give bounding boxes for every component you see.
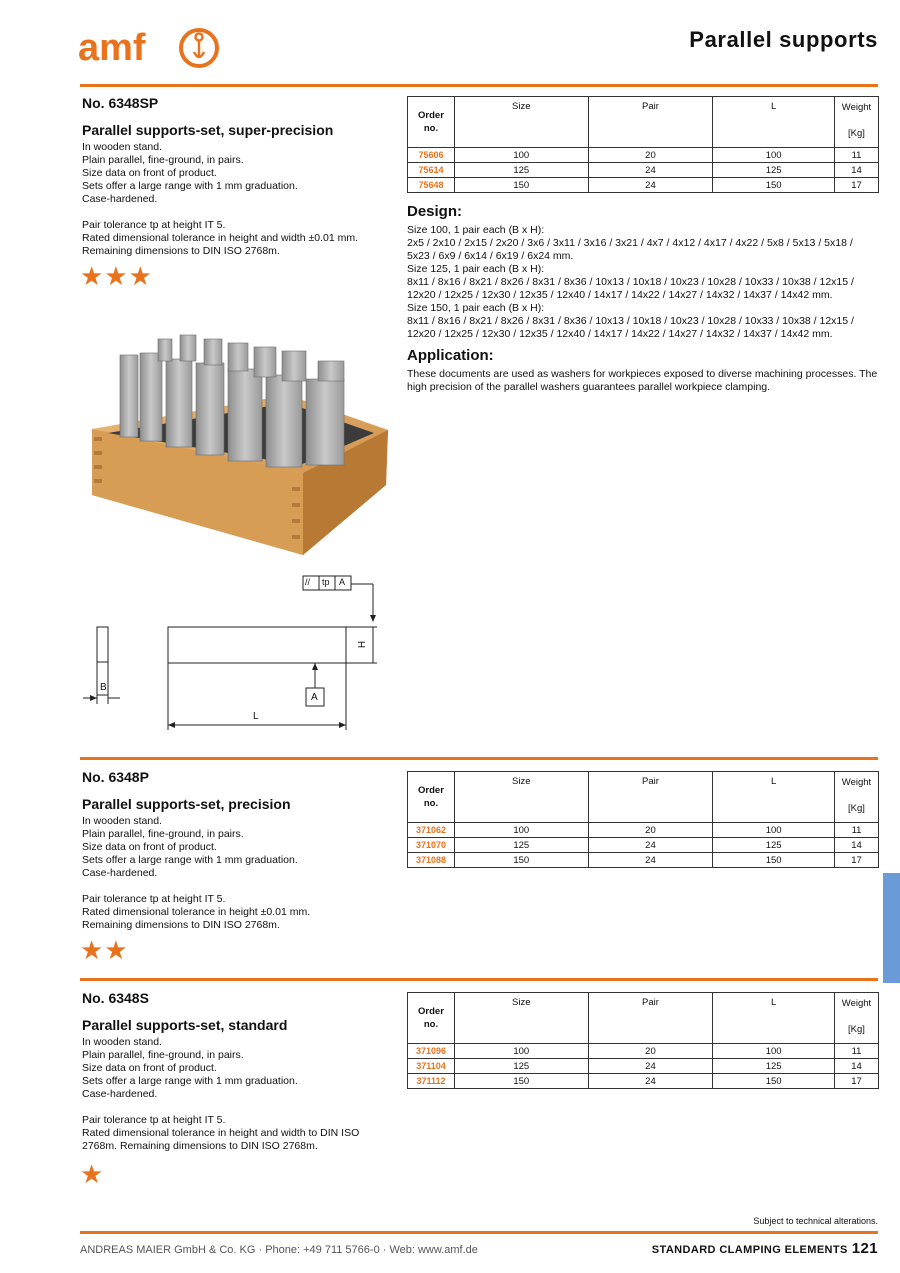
dim-label-h: H [357,640,369,649]
footer-rule [80,1231,878,1234]
tolerance-tp: tp [322,577,330,587]
table-row: 371088 150 24 150 17 [408,853,879,868]
table-row: 371112 150 24 150 17 [408,1074,879,1089]
section-1-title: Parallel supports-set, super-precision [82,122,334,138]
page-title: Parallel supports [689,27,878,52]
table-row: 75648 150 24 150 17 [408,178,879,193]
alterations-note: Subject to technical alterations. [753,1216,878,1226]
footer-category-label: STANDARD CLAMPING ELEMENTS [651,1244,848,1256]
section-1-description: In wooden stand. Plain parallel, fine-ground, in pairs. Size data on front of product. Sets offer a large range with 1 mm graduation. Case-hardened. Pair tolerance tp at height IT 5. Rated dimensional tolerance in height and width ±0.01 mm. Remaining dimensions to DIN ISO 2768m. [82,141,359,257]
section-3-rule [80,978,878,981]
section-3-title: Parallel supports-set, standard [82,1017,288,1033]
section-3-description: In wooden stand. Plain parallel, fine-ground, in pairs. Size data on front of product. Sets offer a large range with 1 mm graduation. Case-hardened. Pair tolerance tp at height IT 5. Rated dimensional tolerance in height and width to DIN ISO 2768m. Remaining dimensions to DIN ISO 2768m. [82,1036,360,1152]
section-2-table: Order no. Size Pair L Weight [Kg] 371062 100 20 100 11 371070 125 24 125 14 371088 150 24 150 17 [407,771,879,868]
dim-label-b: B [100,682,107,693]
section-2-description: In wooden stand. Plain parallel, fine-ground, in pairs. Size data on front of product. Sets offer a large range with 1 mm graduation. Case-hardened. Pair tolerance tp at height IT 5. Rated dimensional tolerance in height ±0.01 mm. Remaining dimensions to DIN ISO 2768m. [82,815,311,931]
page-number: 121 [851,1240,878,1257]
footer-company: ANDREAS MAIER GmbH & Co. KG · Phone: +49 711 5766-0 · Web: www.amf.de [80,1244,478,1256]
tolerance-parallel-symbol: // [305,577,311,587]
technical-drawing [75,570,385,735]
table-row: 371062 100 20 100 11 [408,823,879,838]
section-2-rating-stars: ★★ [80,935,129,965]
footer-category [652,1240,878,1257]
header-rule [80,84,878,87]
table-row: 371104 125 24 125 14 [408,1059,879,1074]
application-heading: Application: [407,347,494,364]
application-text: These documents are used as washers for workpieces exposed to diverse machining processes. The high precision of the parallel washers guarantees parallel workpiece clamping. [407,368,878,393]
table-row: 371070 125 24 125 14 [408,838,879,853]
table-row: 371096 100 20 100 11 [408,1044,879,1059]
design-heading: Design: [407,203,463,220]
section-2-number: No. 6348P [82,769,149,785]
design-text: Size 100, 1 pair each (B x H): 2x5 / 2x10 / 2x15 / 2x20 / 3x6 / 3x11 / 3x16 / 3x21 / 4x7 / 4x12 / 4x17 / 4x22 / 5x8 / 5x13 / 5x18 / 5x23 / 6x9 / 6x14 / 6x19 / 6x24 mm. Size 125, 1 pair each (B x H): 8x11 / 8x16 / 8x21 / 8x26 / 8x31 / 8x36 / 10x13 / 10x18 / 10x23 / 10x28 / 10x33 / 10x38 / 12x15 / 12x20 / 12x25 / 12x30 / 12x35 / 12x40 / 14x17 / 14x22 / 14x27 / 14x32 / 14x37 / 14x42 mm. Size 150, 1 pair each (B x H): 8x11 / 8x16 / 8x21 / 8x26 / 8x31 / 8x36 / 10x13 / 10x18 / 10x23 / 10x28 / 10x33 / 10x38 / 12x15 / 12x20 / 12x25 / 12x30 / 12x35 / 12x40 / 14x17 / 14x22 / 14x27 / 14x32 / 14x37 / 14x42 mm. [407,224,854,340]
section-1-table: Order no. Size Pair L Weight [Kg] 75606 100 20 100 11 75614 125 24 125 14 75648 150 24 150 17 [407,96,879,193]
section-3-number: No. 6348S [82,990,149,1006]
amf-logo [78,26,223,70]
tolerance-datum-a: A [339,577,346,587]
product-photo [88,325,393,557]
section-2-rule [80,757,878,760]
logo-text: amf [78,27,146,69]
section-1-number: No. 6348SP [82,95,159,111]
chapter-tab [883,873,900,983]
table-row: 75606 100 20 100 11 [408,148,879,163]
datum-label-a: A [311,692,318,703]
dim-label-l: L [253,711,259,722]
section-3-table: Order no. Size Pair L Weight [Kg] 371096 100 20 100 11 371104 125 24 125 14 371112 150 24 150 17 [407,992,879,1089]
section-3-rating-stars: ★ [80,1159,105,1189]
table-row: 75614 125 24 125 14 [408,163,879,178]
section-2-title: Parallel supports-set, precision [82,796,291,812]
section-1-rating-stars: ★★★ [80,261,153,291]
